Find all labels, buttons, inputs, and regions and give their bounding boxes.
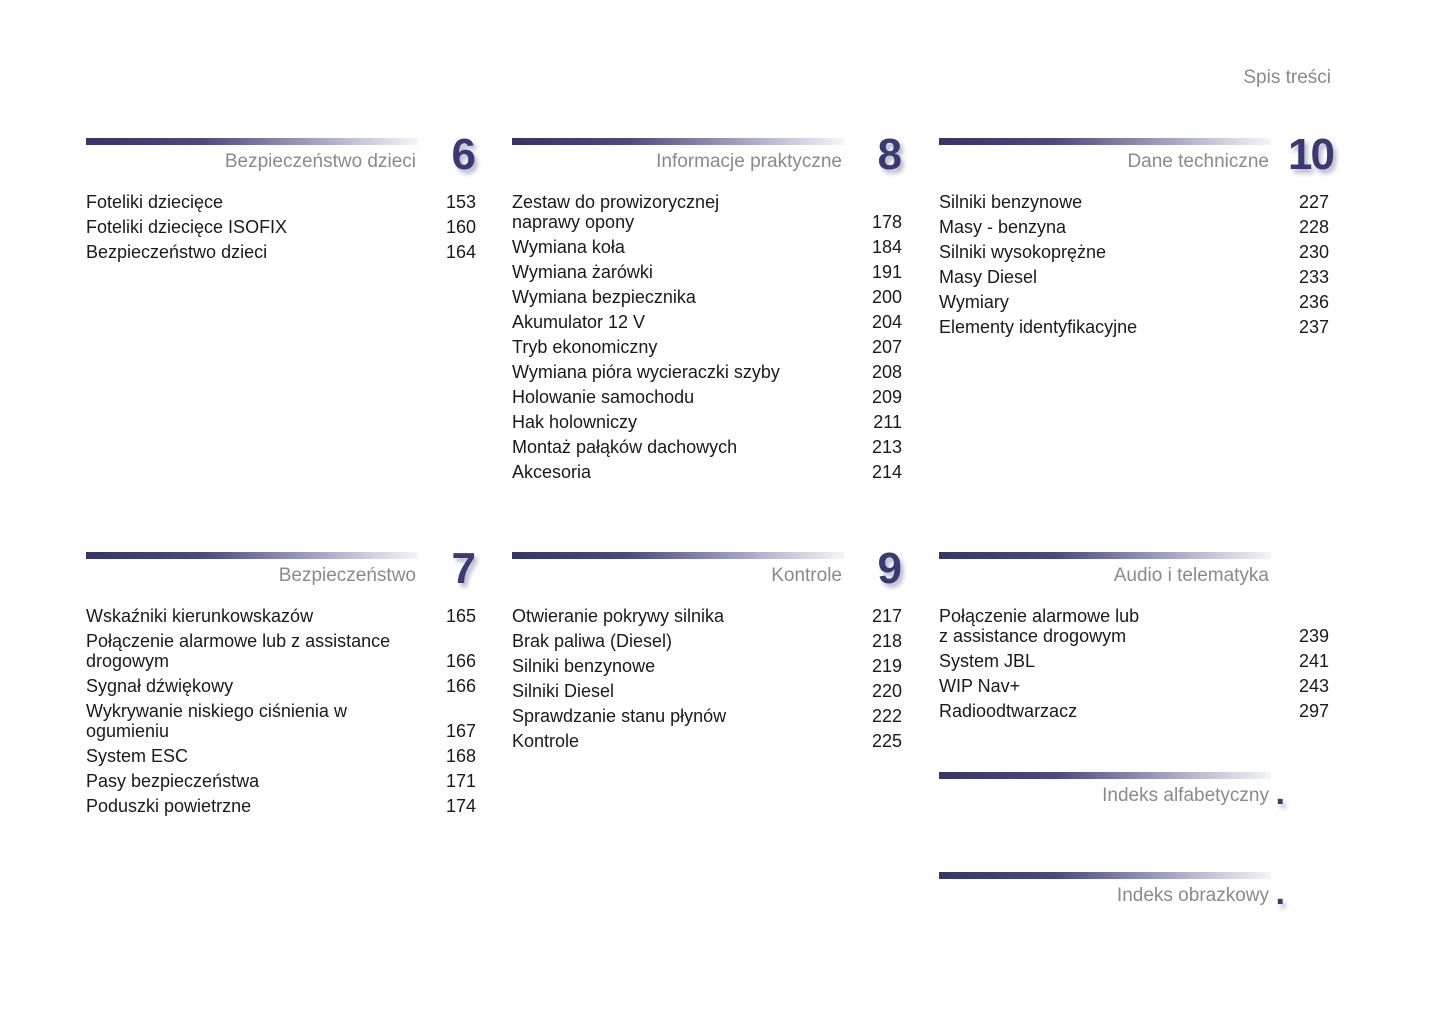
entry-label: Masy Diesel bbox=[939, 267, 1038, 287]
toc-entry[interactable] bbox=[86, 796, 476, 816]
entry-page: 219 bbox=[871, 656, 902, 676]
toc-entry[interactable] bbox=[512, 192, 902, 232]
toc-entry[interactable] bbox=[86, 242, 476, 262]
entry-label: Wymiana żarówki bbox=[512, 262, 653, 282]
toc-entry[interactable] bbox=[86, 746, 476, 766]
entry-page: 167 bbox=[445, 721, 476, 741]
entry-label: Masy - benzyna bbox=[939, 217, 1067, 237]
entry-label: Silniki wysokoprężne bbox=[939, 242, 1107, 262]
section-bar bbox=[512, 552, 844, 559]
section-bar bbox=[86, 552, 418, 559]
toc-entry[interactable] bbox=[86, 192, 476, 212]
toc-entry[interactable] bbox=[86, 631, 476, 671]
toc-entry[interactable] bbox=[939, 292, 1329, 312]
entry-page: 204 bbox=[871, 312, 902, 332]
toc-entry[interactable] bbox=[939, 317, 1329, 337]
toc-entry[interactable] bbox=[512, 437, 902, 457]
entry-label: Sprawdzanie stanu płynów bbox=[512, 706, 727, 726]
section-title[interactable]: Indeks obrazkowy bbox=[1116, 885, 1269, 906]
entry-label: Kontrole bbox=[512, 731, 580, 751]
entry-page: 200 bbox=[871, 287, 902, 307]
section-number: 6 bbox=[451, 130, 474, 179]
entry-label: Hak holowniczy bbox=[512, 412, 638, 432]
toc-entry[interactable] bbox=[512, 237, 902, 257]
section-number: 8 bbox=[877, 130, 900, 179]
entry-label: Akumulator 12 V bbox=[512, 312, 646, 332]
page-header-title: Spis treści bbox=[1243, 67, 1331, 88]
toc-entry[interactable] bbox=[512, 631, 902, 651]
entry-label: Wskaźniki kierunkowskazów bbox=[86, 606, 314, 626]
entry-label: Wymiana pióra wycieraczki szyby bbox=[512, 362, 780, 382]
entry-page: 164 bbox=[445, 242, 476, 262]
entry-label: Elementy identyfikacyjne bbox=[939, 317, 1138, 337]
section-title[interactable]: Bezpieczeństwo bbox=[278, 565, 416, 586]
entry-label: System JBL bbox=[939, 651, 1036, 671]
section-marker: . bbox=[1275, 774, 1283, 812]
entry-page: 211 bbox=[873, 412, 902, 432]
entry-label: Silniki benzynowe bbox=[939, 192, 1083, 212]
entry-page: 297 bbox=[1298, 701, 1329, 721]
toc-entry[interactable] bbox=[512, 262, 902, 282]
section-entries bbox=[86, 606, 476, 821]
entry-page: 171 bbox=[445, 771, 476, 791]
toc-entry[interactable] bbox=[512, 412, 902, 432]
toc-entry[interactable] bbox=[512, 706, 902, 726]
entry-label: Silniki benzynowe bbox=[512, 656, 656, 676]
toc-entry[interactable] bbox=[512, 681, 902, 701]
entry-page: 168 bbox=[445, 746, 476, 766]
entry-label: Połączenie alarmowe lub z assistance drogowym bbox=[86, 631, 391, 671]
section-bar bbox=[86, 138, 418, 145]
entry-page: 218 bbox=[871, 631, 902, 651]
toc-entry[interactable] bbox=[939, 242, 1329, 262]
entry-page: 165 bbox=[445, 606, 476, 626]
entry-page: 237 bbox=[1298, 317, 1329, 337]
entry-label: Wykrywanie niskiego ciśnienia w ogumieniu bbox=[86, 701, 347, 741]
section-bar bbox=[939, 772, 1271, 779]
entry-page: 220 bbox=[871, 681, 902, 701]
entry-label: Tryb ekonomiczny bbox=[512, 337, 658, 357]
entry-page: 241 bbox=[1298, 651, 1329, 671]
toc-entry[interactable] bbox=[512, 362, 902, 382]
entry-label: Foteliki dziecięce bbox=[86, 192, 224, 212]
entry-page: 227 bbox=[1298, 192, 1329, 212]
toc-entry[interactable] bbox=[939, 606, 1329, 646]
entry-page: 233 bbox=[1298, 267, 1329, 287]
section-entries bbox=[512, 192, 902, 487]
entry-page: 160 bbox=[445, 217, 476, 237]
entry-page: 174 bbox=[445, 796, 476, 816]
section-entries bbox=[86, 192, 476, 267]
section-number: 10 bbox=[1288, 130, 1333, 179]
toc-entry[interactable] bbox=[512, 656, 902, 676]
section-bar bbox=[939, 552, 1271, 559]
entry-page: 184 bbox=[871, 237, 902, 257]
section-bar bbox=[939, 138, 1271, 145]
entry-page: 178 bbox=[871, 212, 902, 232]
entry-page: 209 bbox=[871, 387, 902, 407]
toc-entry[interactable] bbox=[939, 651, 1329, 671]
entry-page: 228 bbox=[1298, 217, 1329, 237]
section-number: 9 bbox=[877, 544, 900, 593]
toc-entry[interactable] bbox=[86, 701, 476, 741]
entry-page: 208 bbox=[871, 362, 902, 382]
entry-page: 225 bbox=[871, 731, 902, 751]
toc-entry[interactable] bbox=[86, 606, 476, 626]
entry-label: Połączenie alarmowe lub z assistance drogowym bbox=[939, 606, 1140, 646]
section-title[interactable]: Audio i telematyka bbox=[1113, 565, 1269, 586]
entry-label: Poduszki powietrzne bbox=[86, 796, 252, 816]
section-title[interactable]: Bezpieczeństwo dzieci bbox=[224, 151, 416, 172]
toc-entry[interactable] bbox=[512, 462, 902, 482]
toc-entry[interactable] bbox=[939, 676, 1329, 696]
toc-entry[interactable] bbox=[512, 287, 902, 307]
entry-label: Montaż pałąków dachowych bbox=[512, 437, 738, 457]
section-marker: . bbox=[1275, 874, 1283, 912]
toc-entry[interactable] bbox=[86, 771, 476, 791]
entry-label: Brak paliwa (Diesel) bbox=[512, 631, 673, 651]
entry-page: 217 bbox=[871, 606, 902, 626]
entry-label: Holowanie samochodu bbox=[512, 387, 695, 407]
toc-entry[interactable] bbox=[512, 731, 902, 751]
entry-label: Akcesoria bbox=[512, 462, 592, 482]
toc-entry[interactable] bbox=[512, 337, 902, 357]
entry-label: Otwieranie pokrywy silnika bbox=[512, 606, 725, 626]
section-entries bbox=[512, 606, 902, 756]
toc-entry[interactable] bbox=[939, 192, 1329, 212]
toc-entry[interactable] bbox=[939, 267, 1329, 287]
section-bar bbox=[939, 872, 1271, 879]
section-title[interactable]: Kontrole bbox=[771, 565, 842, 586]
entry-label: Sygnał dźwiękowy bbox=[86, 676, 234, 696]
toc-entry[interactable] bbox=[512, 606, 902, 626]
entry-label: Foteliki dziecięce ISOFIX bbox=[86, 217, 288, 237]
entry-page: 207 bbox=[871, 337, 902, 357]
toc-entry[interactable] bbox=[86, 217, 476, 237]
section-entries bbox=[939, 192, 1329, 342]
entry-page: 243 bbox=[1298, 676, 1329, 696]
entry-page: 166 bbox=[445, 676, 476, 696]
entry-label: Radioodtwarzacz bbox=[939, 701, 1078, 721]
entry-label: Pasy bezpieczeństwa bbox=[86, 771, 260, 791]
entry-page: 166 bbox=[445, 651, 476, 671]
toc-entry[interactable] bbox=[512, 312, 902, 332]
entry-label: Wymiary bbox=[939, 292, 1009, 312]
toc-entry[interactable] bbox=[86, 676, 476, 696]
section-number: 7 bbox=[451, 544, 474, 593]
entry-page: 222 bbox=[871, 706, 902, 726]
section-title[interactable]: Indeks alfabetyczny bbox=[1102, 785, 1269, 806]
entry-label: Silniki Diesel bbox=[512, 681, 615, 701]
section-title[interactable]: Dane techniczne bbox=[1127, 151, 1269, 172]
toc-entry[interactable] bbox=[939, 701, 1329, 721]
entry-page: 214 bbox=[871, 462, 902, 482]
entry-page: 213 bbox=[871, 437, 902, 457]
toc-entry[interactable] bbox=[939, 217, 1329, 237]
section-title[interactable]: Informacje praktyczne bbox=[656, 151, 842, 172]
entry-label: WIP Nav+ bbox=[939, 676, 1021, 696]
entry-label: Zestaw do prowizorycznej naprawy opony bbox=[512, 192, 720, 232]
toc-entry[interactable] bbox=[512, 387, 902, 407]
entry-label: Wymiana koła bbox=[512, 237, 625, 257]
entry-page: 239 bbox=[1298, 626, 1329, 646]
entry-page: 191 bbox=[871, 262, 902, 282]
entry-label: Wymiana bezpiecznika bbox=[512, 287, 696, 307]
section-bar bbox=[512, 138, 844, 145]
entry-page: 230 bbox=[1298, 242, 1329, 262]
section-entries bbox=[939, 606, 1329, 726]
entry-page: 236 bbox=[1298, 292, 1329, 312]
entry-label: System ESC bbox=[86, 746, 189, 766]
entry-page: 153 bbox=[445, 192, 476, 212]
entry-label: Bezpieczeństwo dzieci bbox=[86, 242, 268, 262]
